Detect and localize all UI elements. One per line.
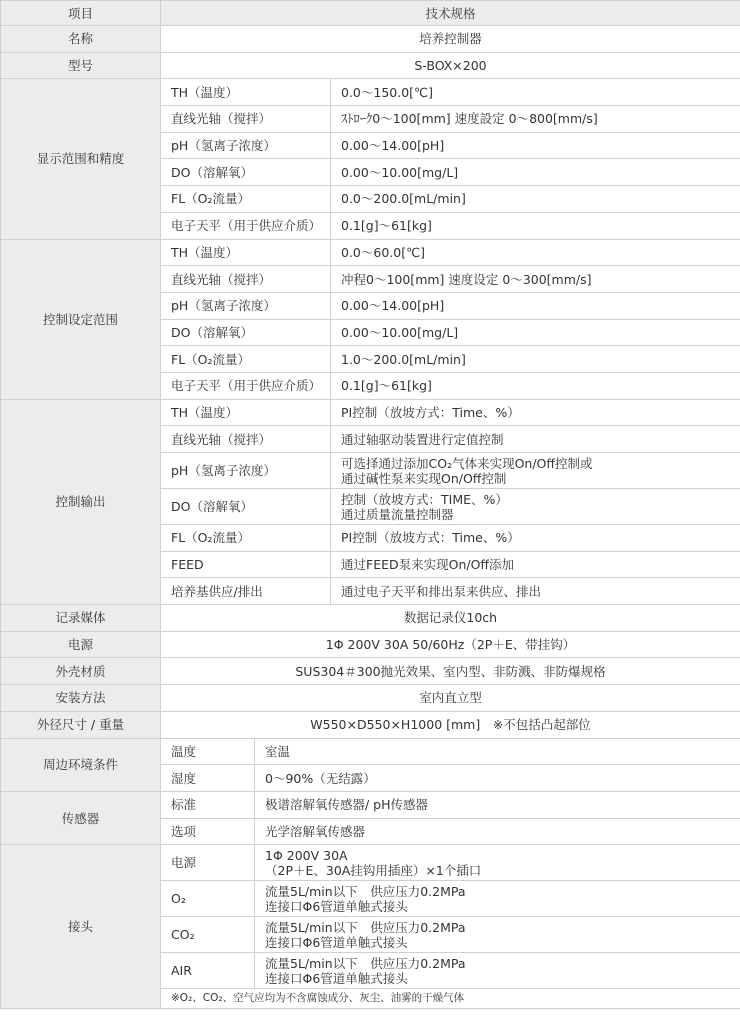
control-output-value: PI控制（放坡方式：Time、%） bbox=[331, 525, 740, 552]
connector-value bbox=[255, 845, 740, 881]
sensor-item: 选项 bbox=[161, 818, 255, 845]
control-output-item: TH（温度） bbox=[161, 399, 331, 426]
control-output-item: 培养基供应/排出 bbox=[161, 578, 331, 605]
dimensions-value: W550×D550×H1000 [mm] ※不包括凸起部位 bbox=[161, 711, 740, 738]
control-range-value: 0.1[g]～61[kg] bbox=[331, 372, 740, 399]
header-spec: 技术规格 bbox=[161, 1, 740, 26]
dimensions-row bbox=[1, 711, 740, 738]
display-row bbox=[1, 79, 740, 106]
display-item: TH（温度） bbox=[161, 79, 331, 106]
control-output-line: 控制（放坡方式：TIME、%） bbox=[341, 491, 508, 507]
name-row bbox=[1, 26, 740, 53]
sensor-item: 标准 bbox=[161, 791, 255, 818]
connector-line: 1Φ 200V 30A bbox=[265, 847, 348, 863]
power-value: 1Φ 200V 30A 50/60Hz（2P＋E、带挂钩） bbox=[161, 631, 740, 658]
control-output-label: 控制输出 bbox=[1, 399, 161, 604]
control-output-line: 通过碱性泵来实现On/Off控制 bbox=[341, 470, 507, 486]
control-range-value: 0.0～60.0[℃] bbox=[331, 239, 740, 266]
display-value: 0.00～10.00[mg/L] bbox=[331, 159, 740, 186]
control-range-value: 0.00～14.00[pH] bbox=[331, 292, 740, 319]
recording-value: 数据记录仪10ch bbox=[161, 605, 740, 632]
control-output-line: 通过质量流量控制器 bbox=[341, 506, 454, 522]
display-item: 直线光轴（搅拌） bbox=[161, 106, 331, 133]
name-value: 培养控制器 bbox=[161, 26, 740, 53]
control-output-line: 可选择通过添加CO₂气体来实现On/Off控制或 bbox=[341, 455, 593, 471]
control-range-item: DO（溶解氧） bbox=[161, 319, 331, 346]
header-row bbox=[1, 1, 740, 26]
control-output-value: 通过轴驱动装置进行定值控制 bbox=[331, 426, 740, 453]
connector-item: 电源 bbox=[161, 845, 255, 881]
sensor-row bbox=[1, 791, 740, 818]
display-value: 0.00～14.00[pH] bbox=[331, 132, 740, 159]
control-output-item: pH（氢离子浓度） bbox=[161, 453, 331, 489]
install-row bbox=[1, 685, 740, 712]
control-output-value bbox=[331, 489, 740, 525]
power-row bbox=[1, 631, 740, 658]
control-output-row bbox=[1, 399, 740, 426]
environment-value: 室温 bbox=[255, 738, 740, 765]
control-range-item: FL（O₂流量） bbox=[161, 346, 331, 373]
connector-line: 连接口Φ6管道单触式接头 bbox=[265, 970, 408, 986]
connector-value bbox=[255, 917, 740, 953]
sensor-value: 光学溶解氧传感器 bbox=[255, 818, 740, 845]
housing-value: SUS304＃300抛光效果、室内型、非防溅、非防爆规格 bbox=[161, 658, 740, 685]
control-output-item: FL（O₂流量） bbox=[161, 525, 331, 552]
connector-line: 流量5L/min以下 供应压力0.2MPa bbox=[265, 919, 466, 935]
control-output-value: 通过FEED泵来实现On/Off添加 bbox=[331, 551, 740, 578]
connector-item: CO₂ bbox=[161, 917, 255, 953]
recording-row bbox=[1, 605, 740, 632]
control-output-value: PI控制（放坡方式：Time、%） bbox=[331, 399, 740, 426]
control-output-item: 直线光轴（搅拌） bbox=[161, 426, 331, 453]
connector-line: 流量5L/min以下 供应压力0.2MPa bbox=[265, 883, 466, 899]
control-range-value: 冲程0～100[mm] 速度设定 0～300[mm/s] bbox=[331, 266, 740, 293]
environment-item: 湿度 bbox=[161, 765, 255, 792]
connector-line: 流量5L/min以下 供应压力0.2MPa bbox=[265, 955, 466, 971]
control-range-item: 直线光轴（搅拌） bbox=[161, 266, 331, 293]
install-label: 安装方法 bbox=[1, 685, 161, 712]
control-range-value: 1.0～200.0[mL/min] bbox=[331, 346, 740, 373]
model-label: 型号 bbox=[1, 52, 161, 79]
housing-label: 外壳材质 bbox=[1, 658, 161, 685]
control-range-row bbox=[1, 239, 740, 266]
control-range-label: 控制设定范围 bbox=[1, 239, 161, 399]
sensor-label: 传感器 bbox=[1, 791, 161, 844]
model-value: S-BOX×200 bbox=[161, 52, 740, 79]
display-range-label: 显示范围和精度 bbox=[1, 79, 161, 239]
connector-value bbox=[255, 953, 740, 989]
control-range-value: 0.00～10.00[mg/L] bbox=[331, 319, 740, 346]
sensor-value: 极谱溶解氧传感器/ pH传感器 bbox=[255, 791, 740, 818]
control-output-item: DO（溶解氧） bbox=[161, 489, 331, 525]
connector-note: ※O₂、CO₂、空气应均为不含腐蚀成分、灰尘、油雾的干燥气体 bbox=[161, 989, 740, 1009]
connector-line: 连接口Φ6管道单触式接头 bbox=[265, 934, 408, 950]
connector-item: O₂ bbox=[161, 881, 255, 917]
display-item: pH（氢离子浓度） bbox=[161, 132, 331, 159]
connector-line: 连接口Φ6管道单触式接头 bbox=[265, 898, 408, 914]
connector-row bbox=[1, 845, 740, 881]
header-item: 项目 bbox=[1, 1, 161, 26]
display-item: DO（溶解氧） bbox=[161, 159, 331, 186]
control-range-item: pH（氢离子浓度） bbox=[161, 292, 331, 319]
connector-label: 接头 bbox=[1, 845, 161, 1009]
display-value: 0.0～150.0[℃] bbox=[331, 79, 740, 106]
display-value: ｽﾄﾛｰｸ0～100[mm] 速度設定 0～800[mm/s] bbox=[331, 106, 740, 133]
display-item: FL（O₂流量） bbox=[161, 186, 331, 213]
connector-item: AIR bbox=[161, 953, 255, 989]
control-output-value: 通过电子天平和排出泵来供应、排出 bbox=[331, 578, 740, 605]
recording-label: 记录媒体 bbox=[1, 605, 161, 632]
environment-value: 0～90%（无结露） bbox=[255, 765, 740, 792]
display-item: 电子天平（用于供应介质） bbox=[161, 212, 331, 239]
control-output-item: FEED bbox=[161, 551, 331, 578]
dimensions-label: 外径尺寸 / 重量 bbox=[1, 711, 161, 738]
environment-row bbox=[1, 738, 740, 765]
install-value: 室内直立型 bbox=[161, 685, 740, 712]
name-label: 名称 bbox=[1, 26, 161, 53]
display-value: 0.0～200.0[mL/min] bbox=[331, 186, 740, 213]
model-row bbox=[1, 52, 740, 79]
environment-item: 温度 bbox=[161, 738, 255, 765]
connector-value bbox=[255, 881, 740, 917]
control-range-item: 电子天平（用于供应介质） bbox=[161, 372, 331, 399]
power-label: 电源 bbox=[1, 631, 161, 658]
display-value: 0.1[g]～61[kg] bbox=[331, 212, 740, 239]
housing-row bbox=[1, 658, 740, 685]
environment-label: 周边环境条件 bbox=[1, 738, 161, 791]
connector-line: （2P＋E、30A挂钩用插座）×1个插口 bbox=[265, 862, 482, 878]
control-output-value bbox=[331, 453, 740, 489]
control-range-item: TH（温度） bbox=[161, 239, 331, 266]
